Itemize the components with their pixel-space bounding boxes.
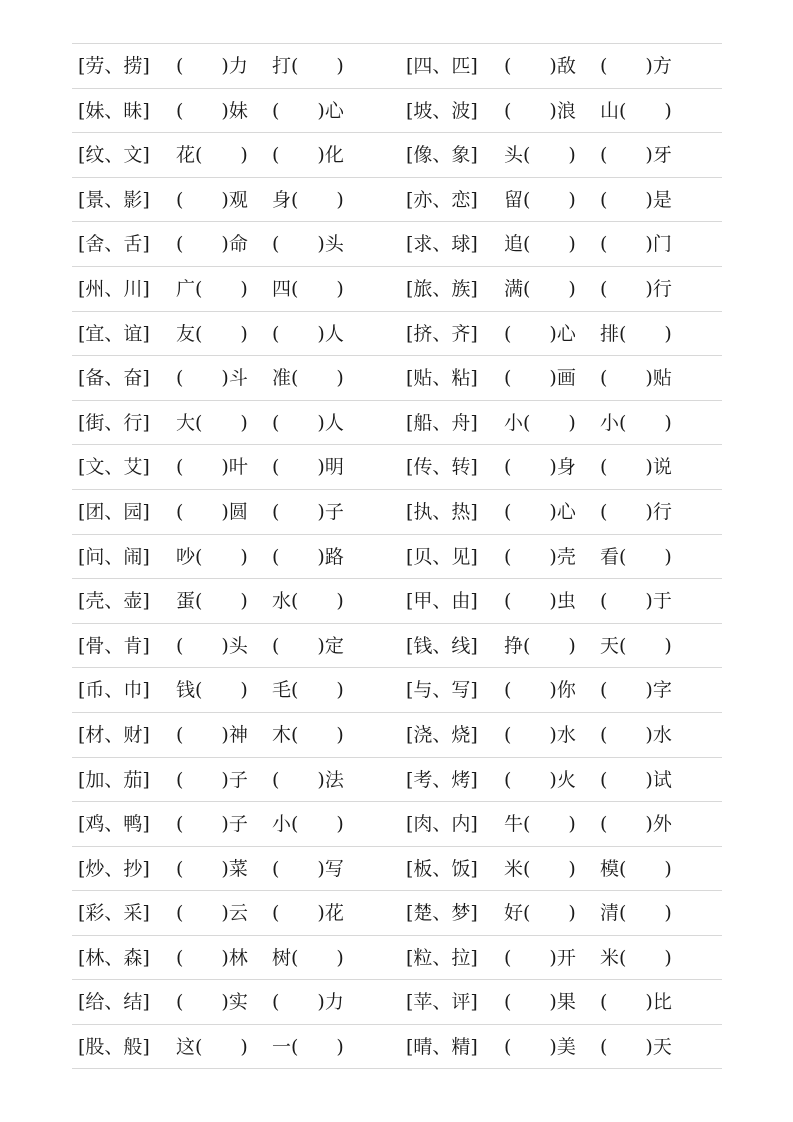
word-blank-2: ( )字 xyxy=(600,679,672,702)
word-blank-1: 广( ) xyxy=(176,277,248,300)
word-blank-1: ( )水 xyxy=(504,723,576,746)
word-blank-1: ( )观 xyxy=(176,188,248,211)
word-blank-2: ( )化 xyxy=(272,144,344,167)
word-blank-1: ( )神 xyxy=(176,723,248,746)
exercise-item-left xyxy=(72,312,397,356)
exercise-item-right xyxy=(400,312,725,356)
exercise-row xyxy=(72,846,722,891)
exercise-row xyxy=(72,311,722,356)
word-blank-2: ( )心 xyxy=(272,99,344,122)
exercise-row xyxy=(72,88,722,133)
char-pair: [挤、齐] xyxy=(406,322,478,345)
word-blank-1: ( )实 xyxy=(176,991,248,1014)
exercise-item-left xyxy=(72,401,397,445)
word-blank-2: ( )天 xyxy=(600,1036,672,1059)
word-blank-2: 树( ) xyxy=(272,946,344,969)
char-pair: [炒、抄] xyxy=(78,857,150,880)
word-blank-1: 米( ) xyxy=(504,857,576,880)
word-blank-1: ( )开 xyxy=(504,946,576,969)
exercise-item-right xyxy=(400,936,725,980)
word-blank-2: ( )外 xyxy=(600,813,672,836)
char-pair: [苹、评] xyxy=(406,991,478,1014)
word-blank-1: ( )火 xyxy=(504,768,576,791)
exercise-item-right xyxy=(400,980,725,1024)
word-blank-2: ( )说 xyxy=(600,456,672,479)
char-pair: [钱、线] xyxy=(406,634,478,657)
word-blank-1: 挣( ) xyxy=(504,634,576,657)
exercise-item-left xyxy=(72,133,397,177)
exercise-item-left xyxy=(72,936,397,980)
exercise-row xyxy=(72,623,722,668)
exercise-item-right xyxy=(400,1025,725,1069)
word-blank-2: ( )试 xyxy=(600,768,672,791)
word-blank-1: 留( ) xyxy=(504,188,576,211)
exercise-row xyxy=(72,667,722,712)
word-blank-2: 清( ) xyxy=(600,902,672,925)
word-blank-2: ( )方 xyxy=(600,55,672,77)
exercise-item-left xyxy=(72,222,397,266)
word-blank-2: 小( ) xyxy=(272,813,344,836)
char-pair: [鸡、鸭] xyxy=(78,813,150,836)
char-pair: [骨、肯] xyxy=(78,634,150,657)
word-blank-2: ( )牙 xyxy=(600,144,672,167)
exercise-item-right xyxy=(400,267,725,311)
word-blank-1: ( )菜 xyxy=(176,857,248,880)
exercise-item-right xyxy=(400,802,725,846)
word-blank-1: 钱( ) xyxy=(176,679,248,702)
exercise-item-right xyxy=(400,668,725,712)
word-blank-2: ( )行 xyxy=(600,277,672,300)
exercise-row xyxy=(72,43,722,88)
exercise-item-right xyxy=(400,401,725,445)
char-pair: [考、烤] xyxy=(406,768,478,791)
exercise-item-left xyxy=(72,490,397,534)
exercise-item-right xyxy=(400,89,725,133)
exercise-item-left xyxy=(72,668,397,712)
char-pair: [贴、粘] xyxy=(406,367,478,390)
word-blank-2: 米( ) xyxy=(600,946,672,969)
word-blank-1: 大( ) xyxy=(176,411,248,434)
word-blank-1: ( )斗 xyxy=(176,367,248,390)
char-pair: [晴、精] xyxy=(406,1036,478,1059)
word-blank-2: ( )贴 xyxy=(600,367,672,390)
char-pair: [肉、内] xyxy=(406,813,478,836)
exercise-row xyxy=(72,578,722,623)
exercise-item-left xyxy=(72,891,397,935)
word-blank-1: ( )子 xyxy=(176,813,248,836)
char-pair: [材、财] xyxy=(78,723,150,746)
word-blank-2: ( )人 xyxy=(272,322,344,345)
char-pair: [船、舟] xyxy=(406,411,478,434)
word-blank-1: ( )云 xyxy=(176,902,248,925)
word-blank-2: 小( ) xyxy=(600,411,672,434)
exercise-item-right xyxy=(400,445,725,489)
exercise-item-left xyxy=(72,713,397,757)
worksheet xyxy=(72,43,722,1069)
word-blank-1: ( )心 xyxy=(504,322,576,345)
word-blank-1: ( )果 xyxy=(504,991,576,1014)
char-pair: [执、热] xyxy=(406,500,478,523)
word-blank-2: 四( ) xyxy=(272,277,344,300)
exercise-row xyxy=(72,444,722,489)
exercise-row xyxy=(72,489,722,534)
word-blank-2: ( )花 xyxy=(272,902,344,925)
exercise-item-right xyxy=(400,178,725,222)
exercise-item-left xyxy=(72,44,397,88)
char-pair: [问、闹] xyxy=(78,545,150,568)
char-pair: [甲、由] xyxy=(406,590,478,613)
word-blank-2: ( )明 xyxy=(272,456,344,479)
word-blank-1: ( )虫 xyxy=(504,590,576,613)
word-blank-2: ( )写 xyxy=(272,857,344,880)
word-blank-2: 准( ) xyxy=(272,367,344,390)
exercise-item-left xyxy=(72,535,397,579)
word-blank-2: ( )法 xyxy=(272,768,344,791)
word-blank-1: ( )心 xyxy=(504,500,576,523)
exercise-item-right xyxy=(400,535,725,579)
exercise-item-right xyxy=(400,891,725,935)
word-blank-2: 打( ) xyxy=(272,55,344,77)
char-pair: [给、结] xyxy=(78,991,150,1014)
word-blank-1: 追( ) xyxy=(504,233,576,256)
word-blank-1: 友( ) xyxy=(176,322,248,345)
exercise-item-right xyxy=(400,579,725,623)
char-pair: [妹、昧] xyxy=(78,99,150,122)
word-blank-1: 好( ) xyxy=(504,902,576,925)
char-pair: [与、写] xyxy=(406,679,478,702)
char-pair: [亦、恋] xyxy=(406,188,478,211)
exercise-row xyxy=(72,935,722,980)
exercise-item-right xyxy=(400,490,725,534)
word-blank-2: ( )定 xyxy=(272,634,344,657)
word-blank-1: 这( ) xyxy=(176,1036,248,1059)
word-blank-1: ( )力 xyxy=(176,55,248,77)
word-blank-1: 头( ) xyxy=(504,144,576,167)
word-blank-1: ( )你 xyxy=(504,679,576,702)
word-blank-1: ( )妹 xyxy=(176,99,248,122)
exercise-item-left xyxy=(72,980,397,1024)
exercise-item-right xyxy=(400,356,725,400)
word-blank-2: 水( ) xyxy=(272,590,344,613)
exercise-row xyxy=(72,400,722,445)
char-pair: [像、象] xyxy=(406,144,478,167)
word-blank-1: 吵( ) xyxy=(176,545,248,568)
exercise-item-left xyxy=(72,445,397,489)
exercise-item-right xyxy=(400,222,725,266)
char-pair: [壳、壶] xyxy=(78,590,150,613)
exercise-item-right xyxy=(400,44,725,88)
exercise-row xyxy=(72,132,722,177)
exercise-item-right xyxy=(400,758,725,802)
char-pair: [街、行] xyxy=(78,411,150,434)
char-pair: [股、般] xyxy=(78,1036,150,1059)
word-blank-1: 花( ) xyxy=(176,144,248,167)
word-blank-1: ( )子 xyxy=(176,768,248,791)
char-pair: [备、奋] xyxy=(78,367,150,390)
char-pair: [四、匹] xyxy=(406,55,478,77)
char-pair: [州、川] xyxy=(78,277,150,300)
exercise-item-left xyxy=(72,89,397,133)
word-blank-2: ( )于 xyxy=(600,590,672,613)
word-blank-1: ( )身 xyxy=(504,456,576,479)
exercise-row xyxy=(72,801,722,846)
word-blank-1: ( )命 xyxy=(176,233,248,256)
exercise-item-left xyxy=(72,847,397,891)
char-pair: [彩、采] xyxy=(78,902,150,925)
exercise-item-left xyxy=(72,624,397,668)
word-blank-1: 蛋( ) xyxy=(176,590,248,613)
char-pair: [文、艾] xyxy=(78,456,150,479)
word-blank-1: ( )头 xyxy=(176,634,248,657)
exercise-item-right xyxy=(400,624,725,668)
char-pair: [楚、梦] xyxy=(406,902,478,925)
char-pair: [浇、烧] xyxy=(406,723,478,746)
char-pair: [团、园] xyxy=(78,500,150,523)
word-blank-2: ( )路 xyxy=(272,545,344,568)
exercise-row xyxy=(72,712,722,757)
word-blank-1: ( )叶 xyxy=(176,456,248,479)
exercise-row xyxy=(72,890,722,935)
char-pair: [林、森] xyxy=(78,946,150,969)
exercise-item-left xyxy=(72,356,397,400)
word-blank-2: ( )比 xyxy=(600,991,672,1014)
char-pair: [旅、族] xyxy=(406,277,478,300)
exercise-item-right xyxy=(400,713,725,757)
word-blank-1: ( )浪 xyxy=(504,99,576,122)
word-blank-2: ( )力 xyxy=(272,991,344,1014)
word-blank-1: ( )圆 xyxy=(176,500,248,523)
exercise-row xyxy=(72,266,722,311)
exercise-item-left xyxy=(72,758,397,802)
char-pair: [宜、谊] xyxy=(78,322,150,345)
char-pair: [传、转] xyxy=(406,456,478,479)
exercise-item-right xyxy=(400,847,725,891)
word-blank-1: ( )壳 xyxy=(504,545,576,568)
exercise-row xyxy=(72,757,722,802)
word-blank-1: 小( ) xyxy=(504,411,576,434)
word-blank-2: 模( ) xyxy=(600,857,672,880)
word-blank-2: ( )头 xyxy=(272,233,344,256)
word-blank-2: 身( ) xyxy=(272,188,344,211)
word-blank-2: 看( ) xyxy=(600,545,672,568)
char-pair: [劳、捞] xyxy=(78,55,150,77)
exercise-row xyxy=(72,534,722,579)
word-blank-2: 一( ) xyxy=(272,1036,344,1059)
char-pair: [板、饭] xyxy=(406,857,478,880)
word-blank-2: ( )门 xyxy=(600,233,672,256)
char-pair: [求、球] xyxy=(406,233,478,256)
exercise-item-left xyxy=(72,802,397,846)
char-pair: [加、茄] xyxy=(78,768,150,791)
exercise-item-left xyxy=(72,579,397,623)
char-pair: [舍、舌] xyxy=(78,233,150,256)
word-blank-1: 牛( ) xyxy=(504,813,576,836)
word-blank-1: ( )美 xyxy=(504,1036,576,1059)
char-pair: [粒、拉] xyxy=(406,946,478,969)
char-pair: [景、影] xyxy=(78,188,150,211)
word-blank-2: 山( ) xyxy=(600,99,672,122)
word-blank-2: ( )子 xyxy=(272,500,344,523)
word-blank-1: 满( ) xyxy=(504,277,576,300)
word-blank-2: ( )行 xyxy=(600,500,672,523)
exercise-row xyxy=(72,355,722,400)
char-pair: [币、巾] xyxy=(78,679,150,702)
exercise-row xyxy=(72,979,722,1024)
char-pair: [坡、波] xyxy=(406,99,478,122)
exercise-item-left xyxy=(72,1025,397,1069)
char-pair: [贝、见] xyxy=(406,545,478,568)
word-blank-2: ( )人 xyxy=(272,411,344,434)
exercise-item-right xyxy=(400,133,725,177)
word-blank-2: 排( ) xyxy=(600,322,672,345)
exercise-row xyxy=(72,1024,722,1069)
char-pair: [纹、文] xyxy=(78,144,150,167)
exercise-item-left xyxy=(72,267,397,311)
word-blank-1: ( )林 xyxy=(176,946,248,969)
exercise-item-left xyxy=(72,178,397,222)
word-blank-2: 木( ) xyxy=(272,723,344,746)
word-blank-1: ( )画 xyxy=(504,367,576,390)
exercise-row xyxy=(72,177,722,222)
word-blank-2: ( )是 xyxy=(600,188,672,211)
word-blank-2: ( )水 xyxy=(600,723,672,746)
word-blank-1: ( )敌 xyxy=(504,55,576,77)
exercise-row xyxy=(72,221,722,266)
word-blank-2: 毛( ) xyxy=(272,679,344,702)
word-blank-2: 天( ) xyxy=(600,634,672,657)
